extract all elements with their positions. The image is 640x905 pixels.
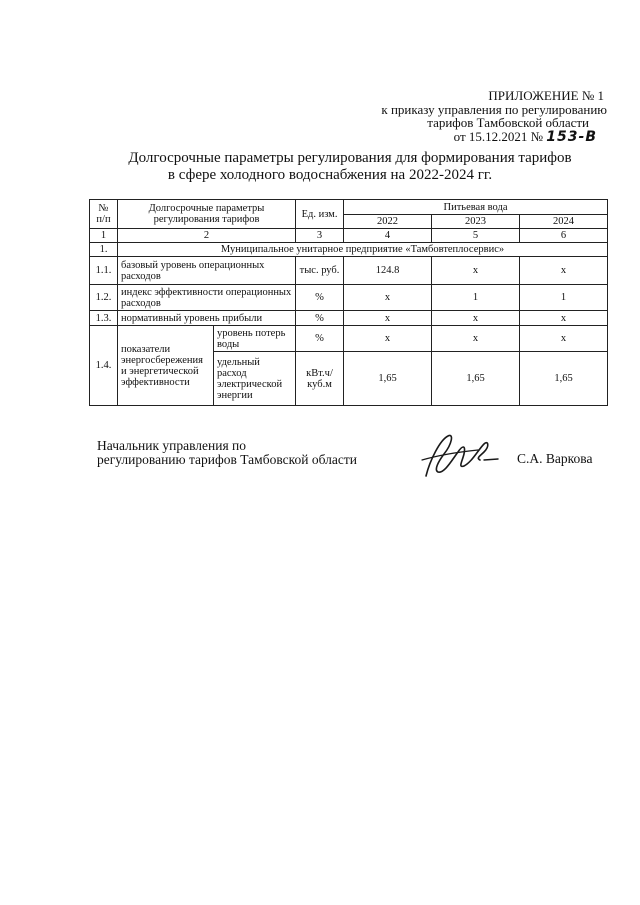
header-year-2022: 2022 — [344, 215, 432, 229]
row-value-2022: x — [344, 285, 432, 311]
appendix-header — [381, 89, 607, 144]
row-num: 1.2. — [90, 285, 118, 311]
col-number-6: 6 — [520, 229, 608, 243]
signatory-position-line-2: регулированию тарифов Тамбовской области — [97, 451, 357, 467]
table-row — [90, 257, 608, 285]
col-number-4: 4 — [344, 229, 432, 243]
subrow-value-2023: x — [432, 326, 520, 352]
header-year-2023: 2023 — [432, 215, 520, 229]
header-drinking-water: Питьевая вода — [344, 200, 608, 215]
document-title-line-2: в сфере холодного водоснабжения на 2022-2024 гг. — [167, 167, 493, 183]
subrow-value-2024: 1,65 — [520, 352, 608, 406]
row-value-2023: x — [432, 257, 520, 285]
header-year-2024: 2024 — [520, 215, 608, 229]
subrow-value-2023: 1,65 — [432, 352, 520, 406]
signatory-position — [97, 439, 357, 466]
subrow-value-2022: 1,65 — [344, 352, 432, 406]
row-unit: % — [296, 285, 344, 311]
row-value-2024: 1 — [520, 285, 608, 311]
table-row — [90, 326, 608, 352]
subrow-unit: % — [296, 326, 344, 352]
subrow-name: удельный расход электрической энергии — [214, 352, 296, 406]
row-num: 1.1. — [90, 257, 118, 285]
table-row — [90, 285, 608, 311]
row-value-2024: x — [520, 257, 608, 285]
subrow-value-2024: x — [520, 326, 608, 352]
document-title — [60, 150, 640, 184]
col-number-1: 1 — [90, 229, 118, 243]
appendix-authority-line: тарифов Тамбовской области — [427, 115, 589, 130]
row-unit: тыс. руб. — [296, 257, 344, 285]
subrow-value-2022: x — [344, 326, 432, 352]
org-name: Муниципальное унитарное предприятие «Тамбовтеплосервис» — [118, 243, 608, 257]
row-value-2022: x — [344, 311, 432, 326]
parameters-table — [89, 199, 608, 406]
document-title-line-1: Долгосрочные параметры регулирования для формирования тарифов — [128, 150, 572, 166]
subrow-name: уровень потерь воды — [214, 326, 296, 352]
header-num: № п/п — [90, 200, 118, 229]
row-value-2023: x — [432, 311, 520, 326]
col-number-3: 3 — [296, 229, 344, 243]
row-unit: % — [296, 311, 344, 326]
header-param: Долгосрочные параметры регулирования тарифов — [118, 200, 296, 229]
appendix-title: ПРИЛОЖЕНИЕ № 1 — [488, 88, 604, 103]
row-value-2024: x — [520, 311, 608, 326]
row-name: показатели энергосбережения и энергетической эффективности — [118, 326, 214, 406]
header-unit: Ед. изм. — [296, 200, 344, 229]
row-num: 1.4. — [90, 326, 118, 406]
handwritten-signature — [418, 430, 503, 480]
row-name: индекс эффективности операционных расходов — [118, 285, 296, 311]
row-value-2022: 124.8 — [344, 257, 432, 285]
appendix-date: от 15.12.2021 № — [453, 128, 544, 144]
col-number-5: 5 — [432, 229, 520, 243]
table-row — [90, 311, 608, 326]
row-value-2023: 1 — [432, 285, 520, 311]
row-num: 1.3. — [90, 311, 118, 326]
subrow-unit: кВт.ч/ куб.м — [296, 352, 344, 406]
row-name: нормативный уровень прибыли — [118, 311, 296, 326]
col-number-2: 2 — [118, 229, 296, 243]
appendix-date-line — [381, 130, 597, 145]
org-num: 1. — [90, 243, 118, 257]
row-name: базовый уровень операционных расходов — [118, 257, 296, 285]
appendix-number: 153-В — [546, 128, 597, 145]
signatory-name: С.А. Варкова — [517, 451, 593, 466]
appendix-order-line: к приказу управления по регулированию — [381, 101, 607, 117]
signatory-position-line-1: Начальник управления по — [97, 438, 247, 453]
